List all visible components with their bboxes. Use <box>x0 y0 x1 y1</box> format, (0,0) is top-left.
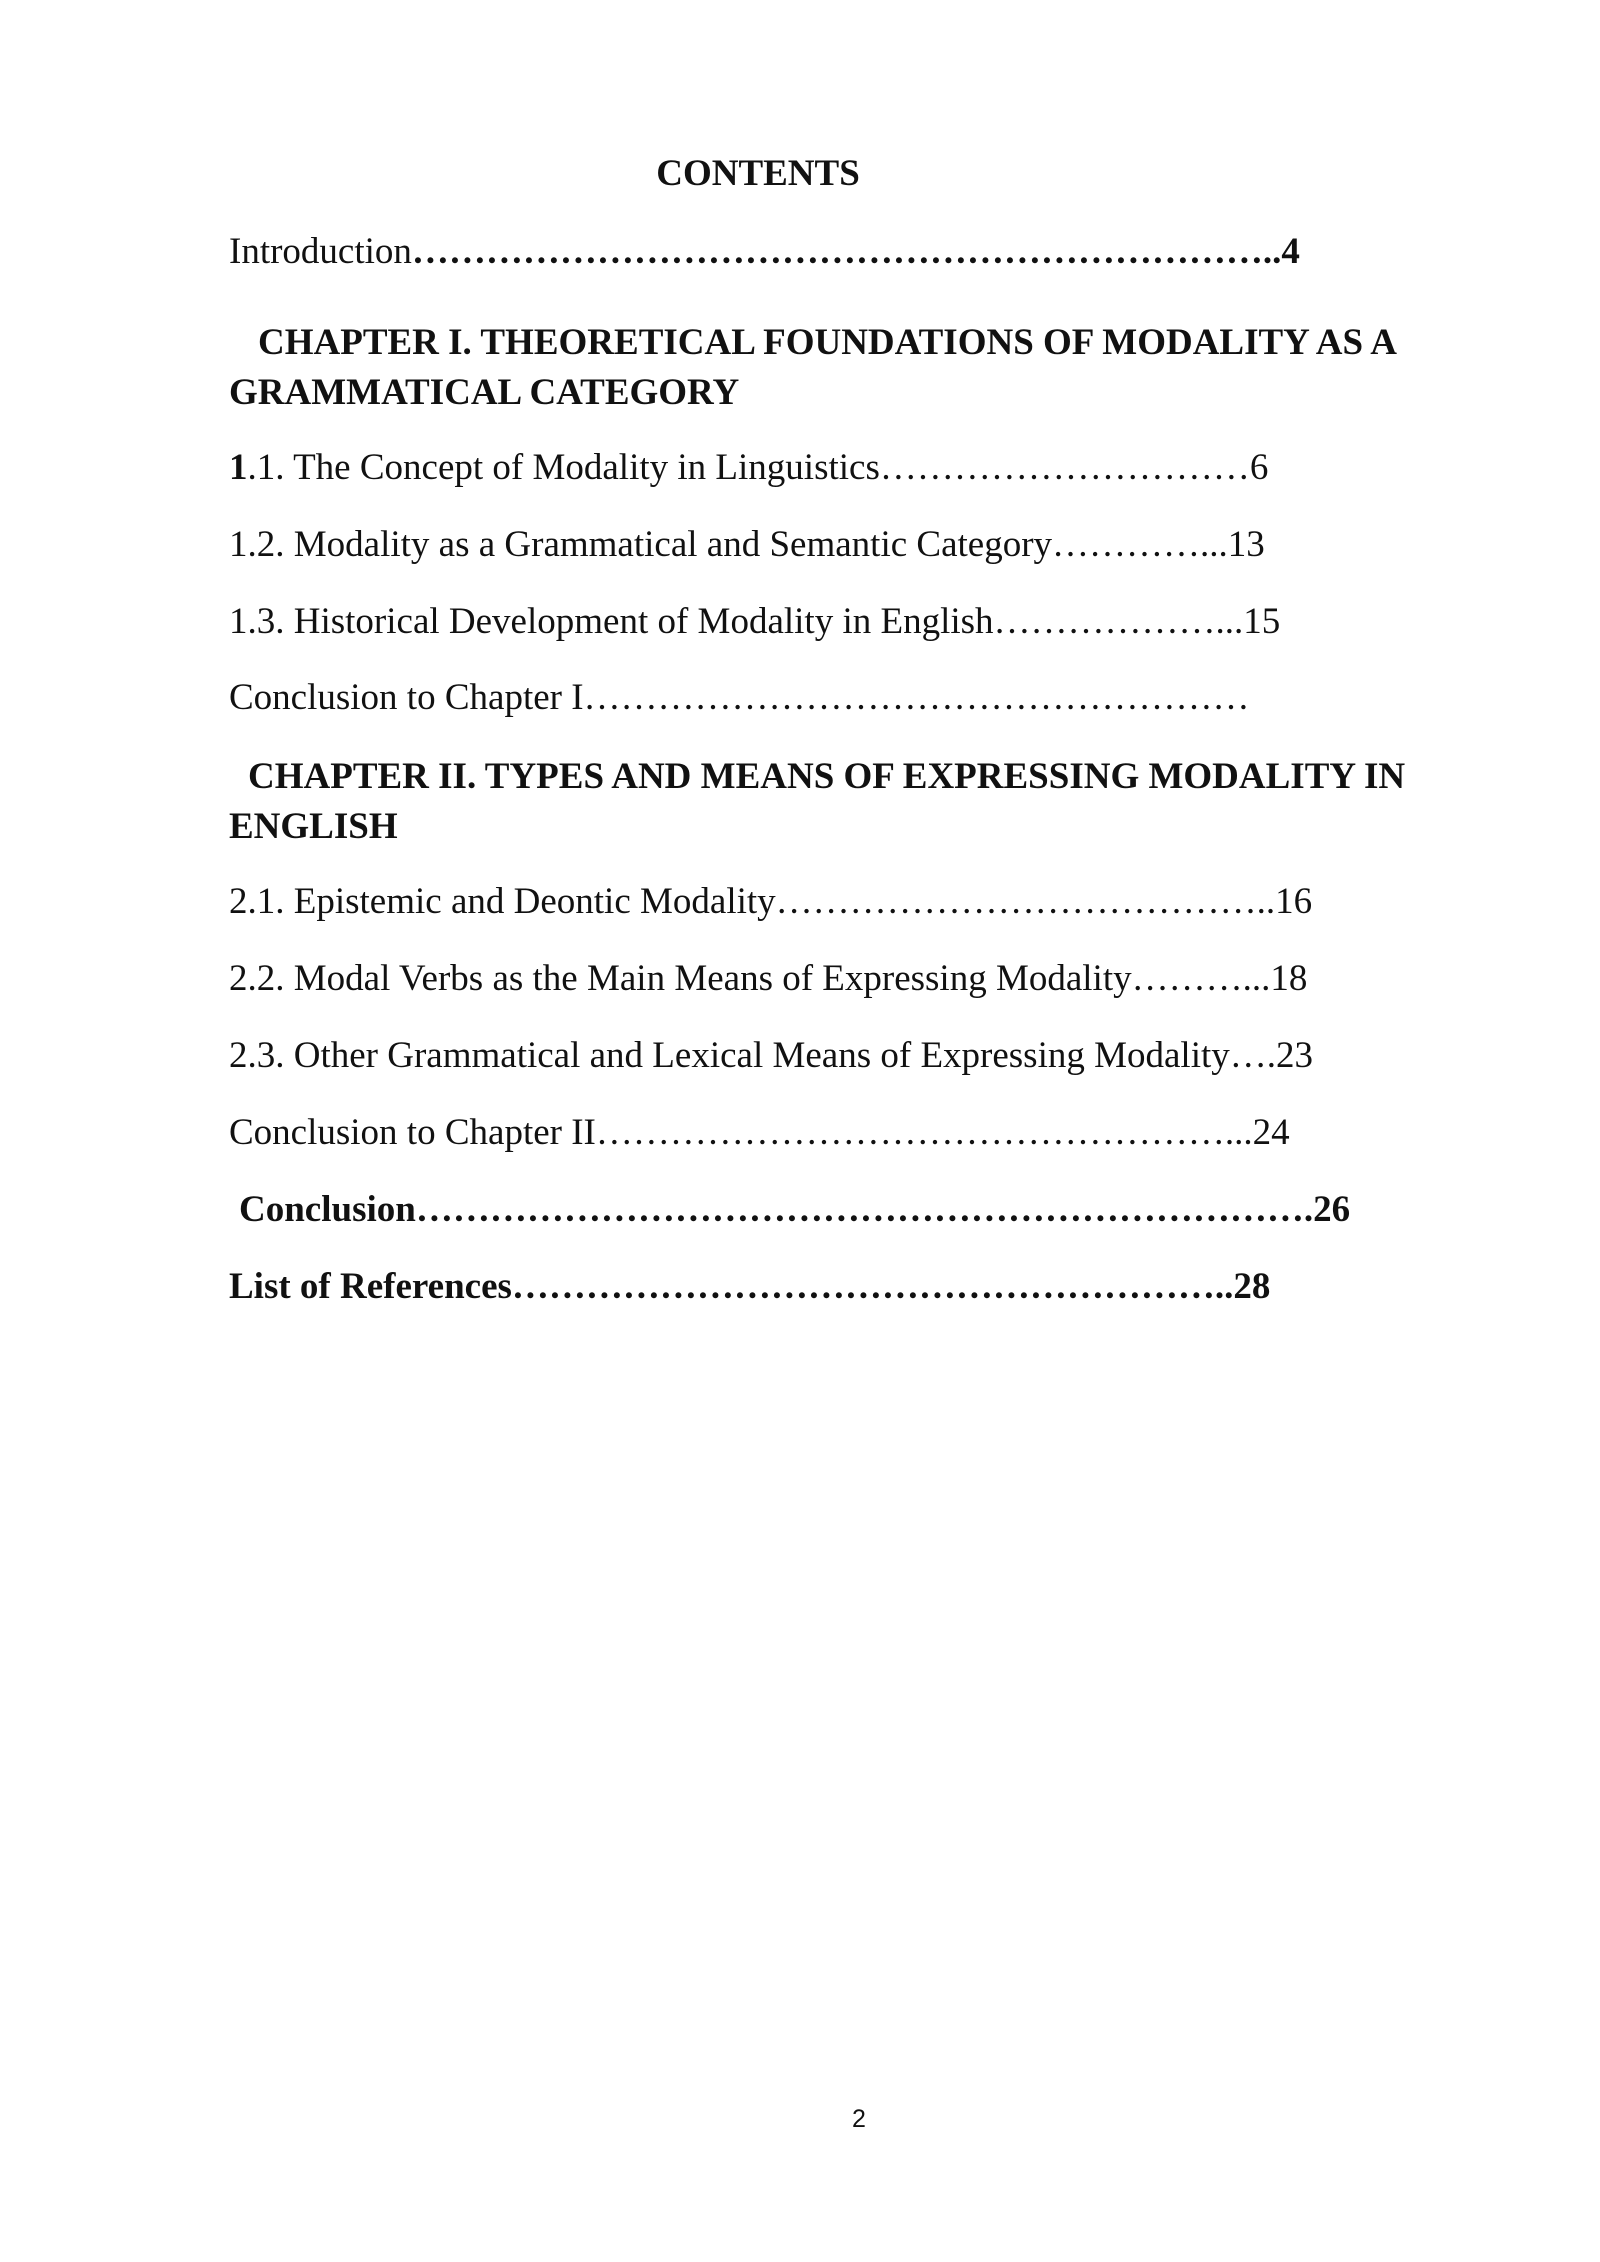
toc-entry-1-3: 1.3. Historical Development of Modality in English………………...15 <box>229 601 1281 642</box>
toc-entry-leader: …………………………………………………………….. <box>411 231 1282 272</box>
toc-entry-references: List of References…………………………………………………..28 <box>229 1266 1271 1307</box>
toc-entry-introduction <box>229 230 1300 274</box>
toc-entry-2-1: 2.1. Epistemic and Deontic Modality…………………………………..16 <box>229 881 1313 922</box>
toc-entry-1-2: 1.2. Modality as a Grammatical and Semantic Category…………...13 <box>229 524 1265 565</box>
toc-entry-conclusion-chapter-2: Conclusion to Chapter II……………………………………………...24 <box>229 1112 1290 1153</box>
toc-entry-2-3: 2.3. Other Grammatical and Lexical Means of Expressing Modality….23 <box>229 1035 1314 1076</box>
toc-entry-conclusion: Conclusion……………………………………………………………….26 <box>239 1189 1351 1230</box>
toc-entry-label: Introduction <box>229 231 412 272</box>
toc-entry-conclusion-chapter-1: Conclusion to Chapter I……………………………………………… <box>229 677 1250 718</box>
toc-entry-number: 1 <box>229 447 248 488</box>
toc-entry-label: .1. The Concept of Modality in Linguistics…………………………6 <box>247 447 1269 488</box>
chapter-2-heading: CHAPTER II. TYPES AND MEANS OF EXPRESSING MODALITY IN ENGLISH <box>229 756 1406 847</box>
toc-entry-2-2: 2.2. Modal Verbs as the Main Means of Expressing Modality………...18 <box>229 958 1308 999</box>
page-number: 2 <box>852 2105 866 2133</box>
toc-entry-1-1 <box>229 446 1268 490</box>
chapter-1-heading: CHAPTER I. THEORETICAL FOUNDATIONS OF MODALITY AS A GRAMMATICAL CATEGORY <box>229 322 1395 413</box>
toc-entry-page: 4 <box>1281 231 1300 272</box>
contents-heading: CONTENTS <box>656 153 860 194</box>
